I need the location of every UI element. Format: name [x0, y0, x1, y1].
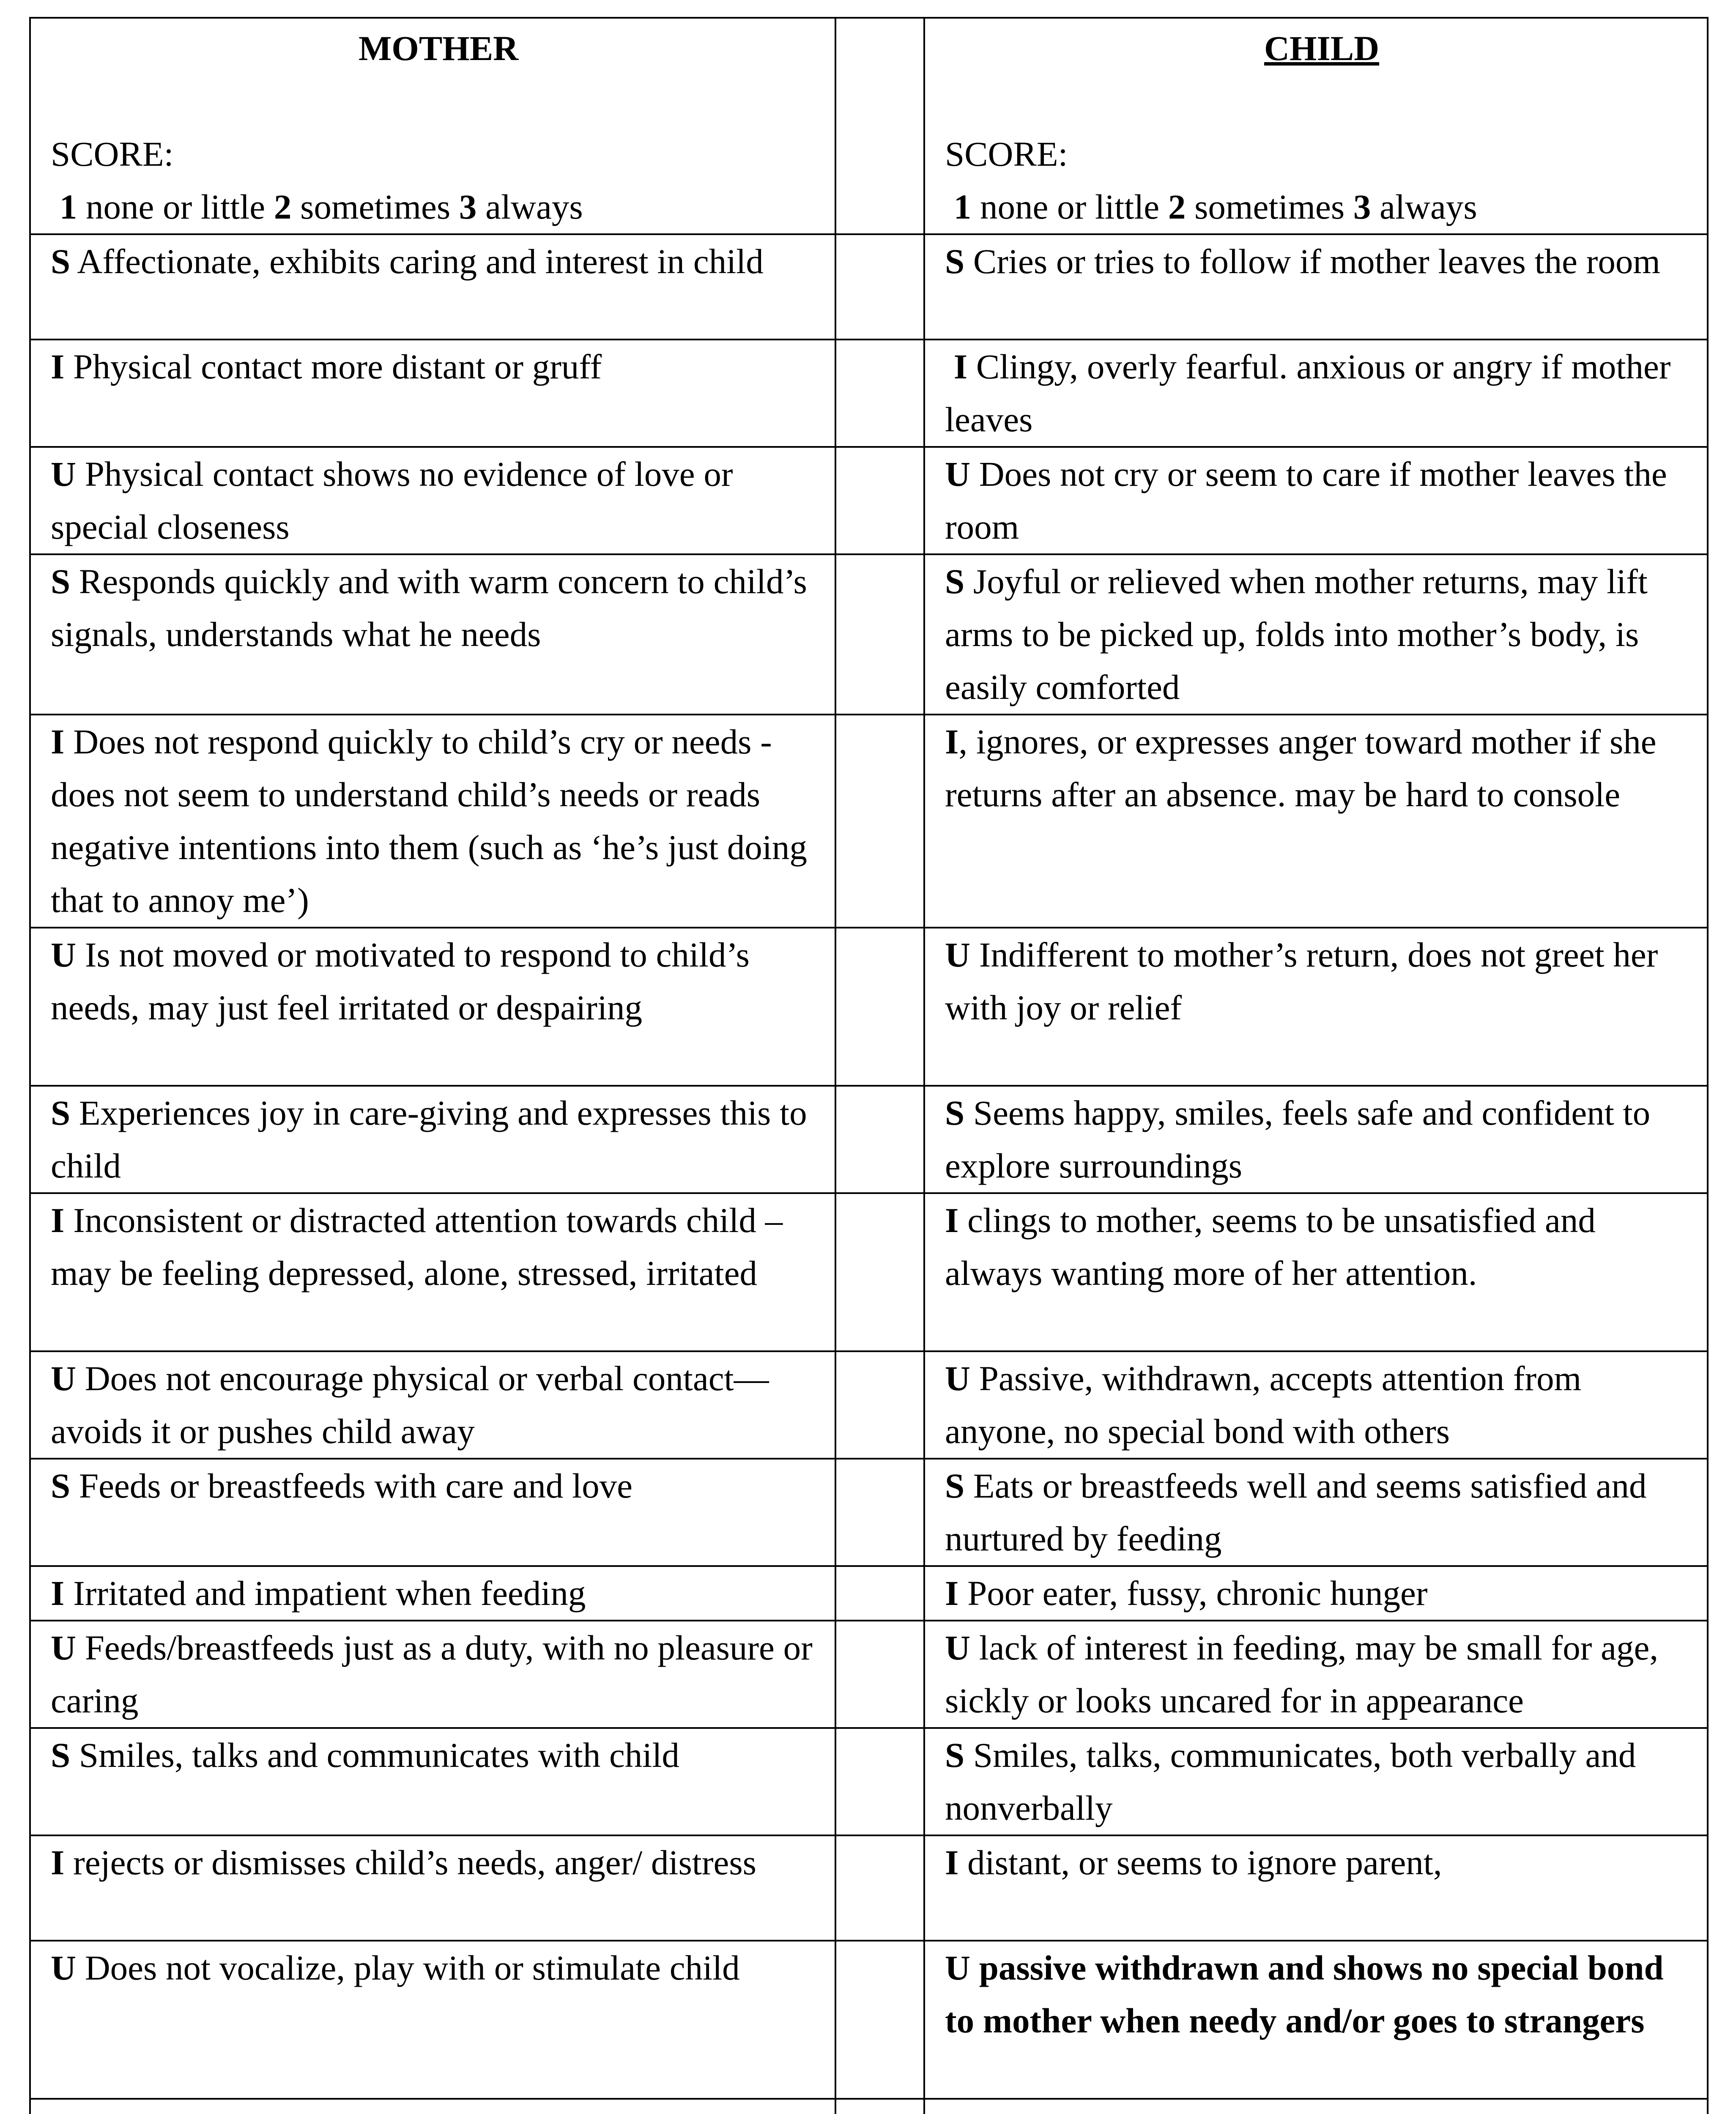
item-description: Seems happy, smiles, feels safe and confident to explore surroundings: [945, 1093, 1651, 1185]
child-item-cell: [924, 1459, 1708, 1566]
item-description: distant, or seems to ignore parent,: [958, 1843, 1442, 1882]
item-description: Does not encourage physical or verbal contact—avoids it or pushes child away: [51, 1359, 769, 1451]
scale-text: none or little: [971, 187, 1168, 226]
blank-row: [30, 2099, 1708, 2114]
item-row: [30, 234, 1708, 340]
mother-item-cell: [30, 1193, 835, 1351]
item-row: [30, 1566, 1708, 1621]
mother-score-label: SCORE:: [51, 134, 174, 173]
item-description: Passive, withdrawn, accepts attention from anyone, no special bond with others: [945, 1359, 1582, 1451]
item-description: Poor eater, fussy, chronic hunger: [958, 1574, 1428, 1613]
scale-value: 1: [953, 187, 972, 226]
attachment-code: I: [945, 722, 959, 761]
child-column-title: CHILD: [1264, 29, 1380, 68]
item-row: [30, 1728, 1708, 1835]
child-item-cell: [924, 340, 1708, 447]
item-row: [30, 1351, 1708, 1459]
child-item-cell: [924, 554, 1708, 715]
spacer-cell: [835, 1459, 924, 1566]
header-row: [30, 18, 1708, 234]
item-description: Eats or breastfeeds well and seems satisfied and nurtured by feeding: [945, 1466, 1647, 1558]
spacer-cell: [835, 1835, 924, 1941]
child-item-cell: [924, 1835, 1708, 1941]
item-description: Indifferent to mother’s return, does not greet her with joy or relief: [945, 935, 1658, 1027]
mother-column-title: MOTHER: [358, 29, 519, 68]
attachment-code: S: [51, 1466, 71, 1505]
item-description: clings to mother, seems to be unsatisfied and always wanting more of her attention.: [945, 1201, 1596, 1292]
child-item-cell: [924, 1621, 1708, 1728]
item-description: Responds quickly and with warm concern to child’s signals, understands what he needs: [51, 562, 807, 654]
mother-item-cell: [30, 1728, 835, 1835]
attachment-code: S: [945, 242, 965, 281]
item-description: Does not vocalize, play with or stimulate child: [76, 1948, 740, 1987]
child-item-cell: [924, 928, 1708, 1086]
item-row: [30, 1621, 1708, 1728]
item-row: [30, 1835, 1708, 1941]
item-description: passive withdrawn and shows no special bond to mother when needy and/or goes to strangers: [945, 1948, 1664, 2040]
mother-item-cell: [30, 1621, 835, 1728]
attachment-code: U: [945, 1628, 970, 1667]
attachment-code: U: [51, 1948, 76, 1987]
attachment-code: U: [945, 935, 970, 974]
attachment-code: U: [51, 1628, 76, 1667]
attachment-code: U: [51, 1359, 76, 1398]
attachment-code: S: [51, 242, 71, 281]
item-row: [30, 928, 1708, 1086]
mother-header-cell: [30, 18, 835, 234]
mother-item-cell: [30, 715, 835, 928]
attachment-code: S: [945, 1466, 965, 1505]
spacer-cell: [835, 1351, 924, 1459]
attachment-code: I: [51, 722, 65, 761]
mother-item-cell: [30, 1459, 835, 1566]
item-description: , ignores, or expresses anger toward mother if she returns after an absence. may be hard to console: [945, 722, 1657, 814]
item-description: Clingy, overly fearful. anxious or angry if mother leaves: [945, 347, 1671, 439]
empty-cell: [30, 2099, 835, 2114]
attachment-code: U: [945, 455, 970, 493]
scale-value: 1: [59, 187, 77, 226]
item-description: Physical contact shows no evidence of love or special closeness: [51, 455, 733, 546]
scale-text: none or little: [77, 187, 274, 226]
spacer-cell: [835, 1621, 924, 1728]
child-item-cell: [924, 715, 1708, 928]
item-description: rejects or dismisses child’s needs, anger/ distress: [64, 1843, 756, 1882]
child-item-cell: [924, 1566, 1708, 1621]
mother-item-cell: [30, 1351, 835, 1459]
child-item-cell: [924, 447, 1708, 554]
attachment-code: S: [945, 562, 965, 601]
spacer-cell: [835, 1086, 924, 1193]
attachment-scoring-table: [29, 17, 1709, 2114]
item-row: [30, 1459, 1708, 1566]
child-item-cell: [924, 1728, 1708, 1835]
item-row: [30, 447, 1708, 554]
item-description: Physical contact more distant or gruff: [64, 347, 602, 386]
attachment-code: U: [51, 455, 76, 493]
item-description: Joyful or relieved when mother returns, may lift arms to be picked up, folds into mother’s body, is easily comforted: [945, 562, 1648, 706]
item-row: [30, 1941, 1708, 2099]
attachment-code: U: [51, 935, 76, 974]
mother-item-cell: [30, 1566, 835, 1621]
attachment-code: I: [945, 1201, 959, 1240]
mother-item-cell: [30, 1941, 835, 2099]
item-description: Smiles, talks, communicates, both verbally and nonverbally: [945, 1736, 1636, 1827]
attachment-code: S: [945, 1093, 965, 1132]
attachment-code: S: [51, 562, 71, 601]
spacer-cell: [835, 554, 924, 715]
attachment-code: S: [51, 1093, 71, 1132]
spacer-cell: [835, 1566, 924, 1621]
item-description: Cries or tries to follow if mother leaves the room: [964, 242, 1660, 281]
spacer-cell: [835, 340, 924, 447]
spacer-cell: [835, 1193, 924, 1351]
scale-text: sometimes: [1186, 187, 1353, 226]
item-description: Is not moved or motivated to respond to child’s needs, may just feel irritated or despairing: [51, 935, 750, 1027]
attachment-code: I: [51, 347, 65, 386]
empty-cell: [924, 2099, 1708, 2114]
spacer-cell: [835, 715, 924, 928]
attachment-code: I: [953, 347, 968, 386]
child-item-cell: [924, 1193, 1708, 1351]
scale-text: always: [1371, 187, 1477, 226]
attachment-code: I: [945, 1574, 959, 1613]
item-row: [30, 340, 1708, 447]
child-item-cell: [924, 1351, 1708, 1459]
attachment-code: U: [945, 1948, 970, 1987]
spacer-cell: [835, 18, 924, 234]
item-description: Feeds/breastfeeds just as a duty, with no pleasure or caring: [51, 1628, 813, 1720]
mother-item-cell: [30, 447, 835, 554]
spacer-cell: [835, 1728, 924, 1835]
child-score-scale: [945, 181, 1698, 233]
mother-item-cell: [30, 554, 835, 715]
item-description: Feeds or breastfeeds with care and love: [70, 1466, 633, 1505]
spacer-cell: [835, 447, 924, 554]
child-header-cell: [924, 18, 1708, 234]
item-description: Does not respond quickly to child’s cry or needs - does not seem to understand child’s needs or reads negative intentions into them (such as ‘he’s just doing that to annoy me’): [51, 722, 807, 920]
mother-item-cell: [30, 340, 835, 447]
item-description: Smiles, talks and communicates with child: [70, 1736, 679, 1774]
spacer-cell: [835, 1941, 924, 2099]
item-description: Does not cry or seem to care if mother leaves the room: [945, 455, 1667, 546]
attachment-code: I: [51, 1843, 65, 1882]
spacer-cell: [835, 928, 924, 1086]
scale-value: 2: [274, 187, 292, 226]
child-score-label: SCORE:: [945, 134, 1068, 173]
attachment-code: I: [51, 1574, 65, 1613]
item-description: Irritated and impatient when feeding: [64, 1574, 586, 1613]
scale-value: 3: [459, 187, 477, 226]
item-description: Experiences joy in care-giving and expresses this to child: [51, 1093, 807, 1185]
item-description: lack of interest in feeding, may be small for age, sickly or looks uncared for in appearance: [945, 1628, 1659, 1720]
scale-text: sometimes: [291, 187, 459, 226]
mother-item-cell: [30, 234, 835, 340]
item-description: Inconsistent or distracted attention towards child – may be feeling depressed, alone, stressed, irritated: [51, 1201, 783, 1292]
attachment-code: S: [51, 1736, 71, 1774]
attachment-code: S: [945, 1736, 965, 1774]
mother-item-cell: [30, 1086, 835, 1193]
child-item-cell: [924, 1086, 1708, 1193]
item-row: [30, 715, 1708, 928]
attachment-code: I: [51, 1201, 65, 1240]
item-description: Affectionate, exhibits caring and interest in child: [70, 242, 764, 281]
empty-cell: [835, 2099, 924, 2114]
item-row: [30, 1193, 1708, 1351]
mother-item-cell: [30, 1835, 835, 1941]
spacer-cell: [835, 234, 924, 340]
mother-score-scale: [51, 181, 826, 233]
attachment-code: U: [945, 1359, 970, 1398]
mother-item-cell: [30, 928, 835, 1086]
child-item-cell: [924, 1941, 1708, 2099]
attachment-code: I: [945, 1843, 959, 1882]
item-row: [30, 554, 1708, 715]
scale-value: 2: [1168, 187, 1186, 226]
scale-value: 3: [1353, 187, 1371, 226]
child-item-cell: [924, 234, 1708, 340]
item-row: [30, 1086, 1708, 1193]
scale-text: always: [476, 187, 583, 226]
